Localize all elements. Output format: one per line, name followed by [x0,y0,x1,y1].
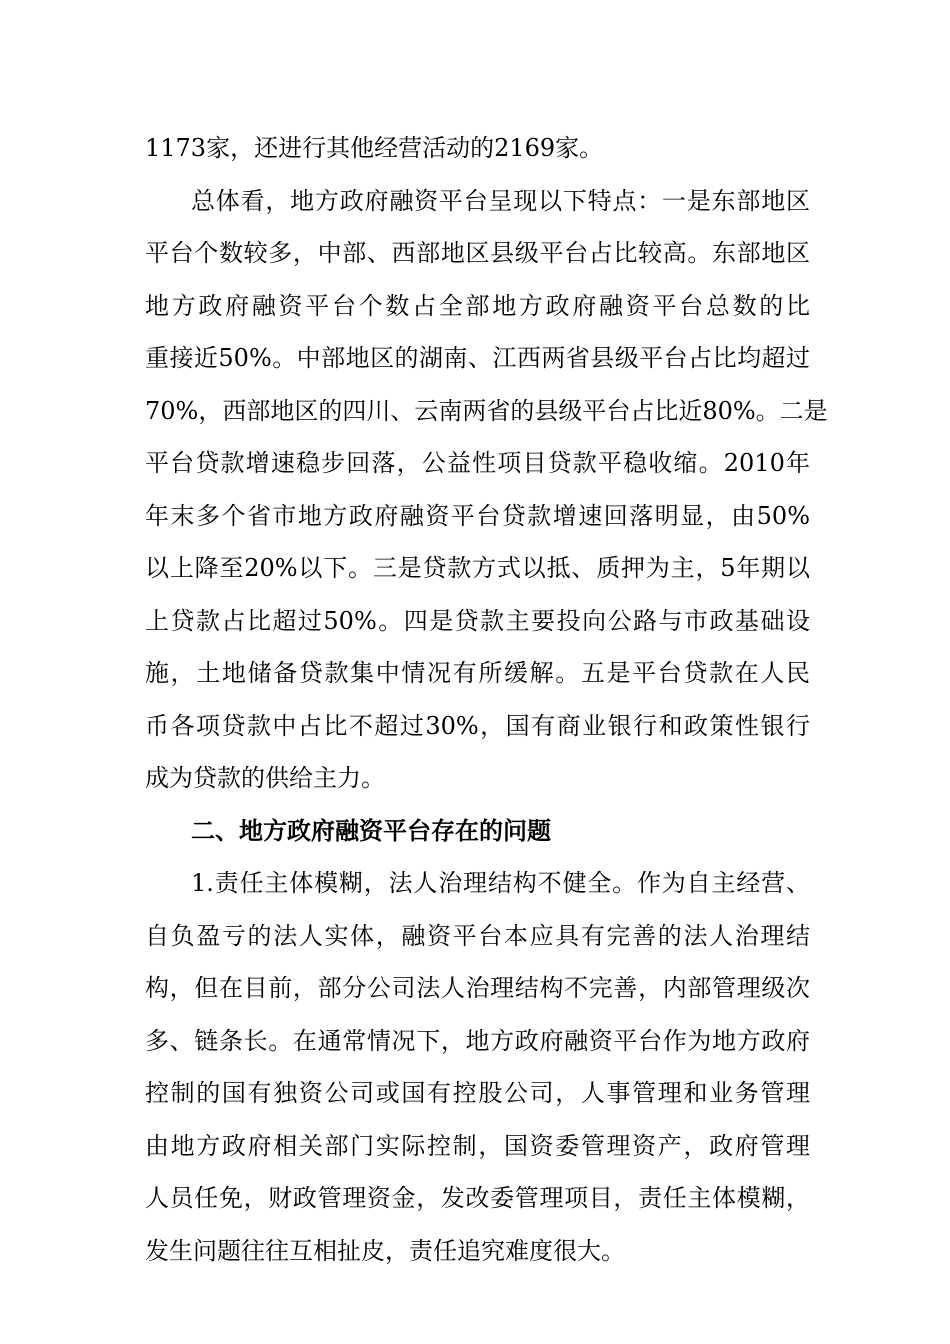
text-line: 地方政府融资平台个数占全部地方政府融资平台总数的比 [145,291,810,320]
text-line: 多、链条长。在通常情况下，地方政府融资平台作为地方政府 [145,1026,810,1055]
text-line: 施，土地储备贷款集中情况有所缓解。五是平台贷款在人民 [145,659,810,687]
paragraph-first-line: 总体看，地方政府融资平台呈现以下特点：一是东部地区 [191,186,810,215]
text-line: 人员任免，财政管理资金，发改委管理项目，责任主体模糊， [145,1184,810,1212]
paragraph-first-line: 1.责任主体模糊，法人治理结构不健全。作为自主经营、 [191,869,810,897]
text-line: 上贷款占比超过50%。四是贷款主要投向公路与市政基础设 [145,606,810,635]
text-line: 币各项贷款中占比不超过30%，国有商业银行和政策性银行 [145,711,810,740]
text-line: 构，但在目前，部分公司法人治理结构不完善，内部管理级次 [145,974,810,1002]
text-line: 控制的国有独资公司或国有控股公司，人事管理和业务管理 [145,1079,810,1107]
section-heading: 二、地方政府融资平台存在的问题 [191,816,551,845]
text-line: 1173家，还进行其他经营活动的2169家。 [145,134,604,162]
text-line: 70%，西部地区的四川、云南两省的县级平台占比近80%。二是 [145,396,828,425]
text-line: 由地方政府相关部门实际控制，国资委管理资产，政府管理 [145,1131,810,1160]
text-line: 发生问题往往互相扯皮，责任追究难度很大。 [145,1236,625,1265]
text-line: 重接近50%。中部地区的湖南、江西两省县级平台占比均超过 [145,344,810,372]
body-text [145,124,828,1279]
text-line: 自负盈亏的法人实体，融资平台本应具有完善的法人治理结 [145,921,810,950]
text-line: 成为贷款的供给主力。 [145,764,385,792]
text-line: 平台个数较多，中部、西部地区县级平台占比较高。东部地区 [145,239,810,267]
text-line: 以上降至20%以下。三是贷款方式以抵、质押为主，5年期以 [145,554,810,582]
text-line: 年末多个省市地方政府融资平台贷款增速回落明显，由50% [145,501,810,530]
text-line: 平台贷款增速稳步回落，公益性项目贷款平稳收缩。2010年 [145,449,810,477]
